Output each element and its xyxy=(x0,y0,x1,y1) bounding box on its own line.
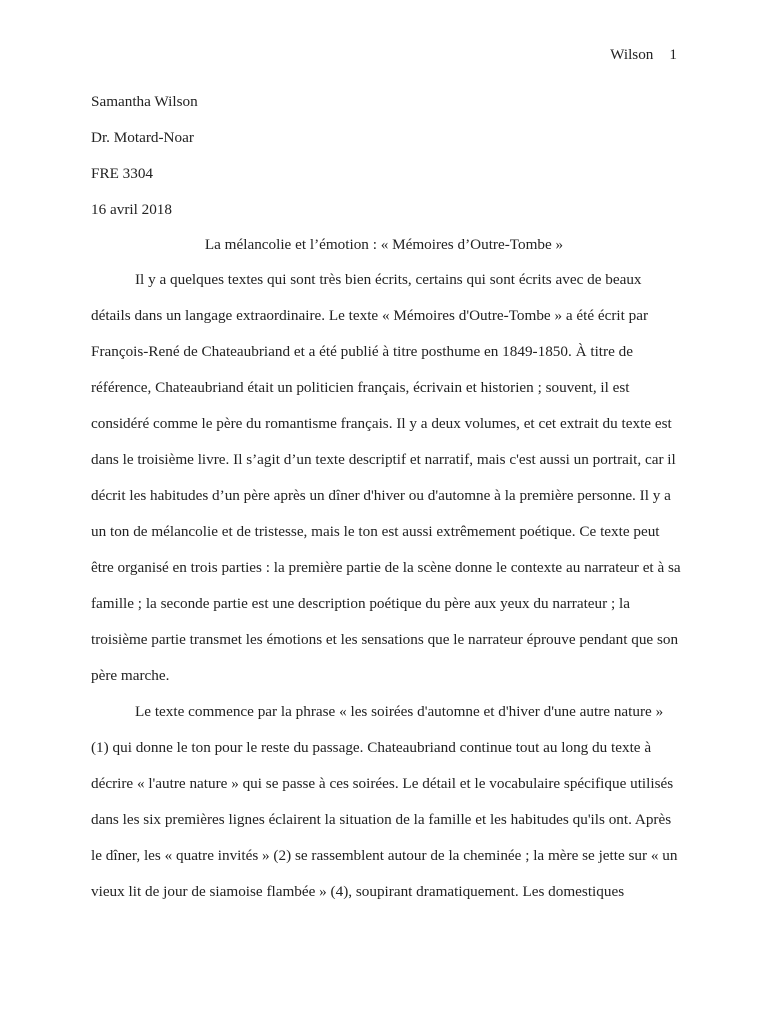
student-name: Samantha Wilson xyxy=(91,93,198,110)
paragraph-line: famille ; la seconde partie est une description poétique du père aux yeux du narrateur ; la xyxy=(91,595,630,612)
header-author-name: Wilson xyxy=(610,46,654,63)
paragraph-line: dans le troisième livre. Il s’agit d’un texte descriptif et narratif, mais c'est aussi un portrait, car il xyxy=(91,451,676,468)
running-header xyxy=(610,46,677,64)
paragraph-line: (1) qui donne le ton pour le reste du passage. Chateaubriand continue tout au long du texte à xyxy=(91,739,652,756)
paragraph-line: vieux lit de jour de siamoise flambée » (4), soupirant dramatiquement. Les domestiques xyxy=(91,883,625,900)
paragraph-line: troisième partie transmet les émotions et les sensations que le narrateur éprouve pendant que son xyxy=(91,631,679,648)
paragraph-line: le dîner, les « quatre invités » (2) se rassemblent autour de la cheminée ; la mère se jette sur « un xyxy=(91,847,678,864)
paragraph-line: dans les six premières lignes éclairent la situation de la famille et les habitudes qu'ils ont. Après xyxy=(91,811,672,828)
paragraph-line: père marche. xyxy=(91,667,170,684)
paragraph-line: être organisé en trois parties : la première partie de la scène donne le contexte au narrateur et à sa xyxy=(91,559,681,576)
date: 16 avril 2018 xyxy=(91,201,172,218)
essay-body xyxy=(91,270,691,918)
paragraph-line: Le texte commence par la phrase « les soirées d'automne et d'hiver d'une autre nature » xyxy=(135,703,664,720)
paragraph-line: Il y a quelques textes qui sont très bien écrits, certains qui sont écrits avec de beaux xyxy=(135,271,642,288)
essay-title: La mélancolie et l’émotion : « Mémoires d’Outre-Tombe » xyxy=(204,236,564,253)
paragraph-line: un ton de mélancolie et de tristesse, mais le ton est aussi extrêmement poétique. Ce texte peut xyxy=(91,523,660,540)
paragraph-line: décrire « l'autre nature » qui se passe à ces soirées. Le détail et le vocabulaire spécifique utilisés xyxy=(91,775,674,792)
paragraph-line: référence, Chateaubriand était un politicien français, écrivain et historien ; souvent, il est xyxy=(91,379,630,396)
paragraph-line: François-René de Chateaubriand et a été publié à titre posthume en 1849-1850. À titre de xyxy=(91,343,633,360)
course-code: FRE 3304 xyxy=(91,165,154,182)
paragraph-line: décrit les habitudes d’un père après un dîner d'hiver ou d'automne à la première personne. Il y a xyxy=(91,487,671,504)
paragraph-line: considéré comme le père du romantisme français. Il y a deux volumes, et cet extrait du texte est xyxy=(91,415,672,432)
page-number: 1 xyxy=(669,46,677,63)
paragraph-line: détails dans un langage extraordinaire. Le texte « Mémoires d'Outre-Tombe » a été écrit par xyxy=(91,307,649,324)
professor-name: Dr. Motard-Noar xyxy=(91,129,194,146)
